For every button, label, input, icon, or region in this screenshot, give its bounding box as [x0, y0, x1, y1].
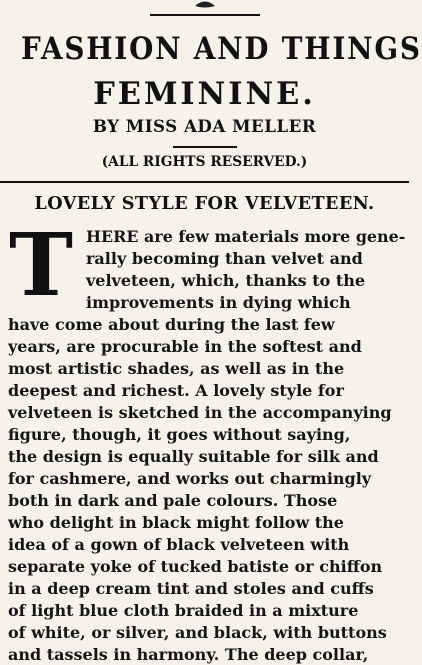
article-line: velveteen, which, thanks to the	[86, 271, 366, 290]
article-line: separate yoke of tucked batiste or chiffon	[8, 557, 383, 576]
article-line: have come about during the last few	[8, 315, 335, 334]
article-line: of white, or silver, and black, with buttons	[8, 623, 387, 642]
article-title-line-2: FEMININE.	[93, 76, 316, 112]
article-line: in a deep cream tint and stoles and cuffs	[8, 579, 374, 598]
section-divider	[0, 181, 409, 183]
article-line: the design is equally suitable for silk and	[8, 447, 379, 466]
drop-cap: T	[9, 215, 73, 316]
article-line: most artistic shades, as well as in the	[8, 359, 345, 378]
article-line: velveteen is sketched in the accompanying	[8, 403, 392, 422]
rights-notice: (ALL RIGHTS RESERVED.)	[101, 154, 308, 170]
article-line: figure, though, it goes without saying,	[8, 425, 351, 444]
article-title-line-1: FASHION AND THINGS	[21, 31, 422, 67]
article-line: and tassels in harmony. The deep collar,	[8, 645, 369, 664]
article-line: deepest and richest. A lovely style for	[8, 381, 344, 400]
article-line: of light blue cloth braided in a mixture	[8, 601, 359, 620]
section-heading: LOVELY STYLE FOR VELVETEEN.	[34, 193, 375, 214]
byline-rule	[173, 146, 237, 148]
header-ornament	[150, 0, 260, 20]
article-line: HERE are few materials more gene-	[86, 227, 406, 246]
article-line: rally becoming than velvet and	[86, 249, 363, 268]
article-line: years, are procurable in the softest and	[8, 337, 362, 356]
article-line: both in dark and pale colours. Those	[8, 491, 338, 510]
article-line: idea of a gown of black velveteen with	[8, 535, 350, 554]
article-line: for cashmere, and works out charmingly	[8, 469, 372, 488]
article-line: improvements in dying which	[86, 293, 351, 312]
byline: BY MISS ADA MELLER	[92, 117, 317, 137]
article-line: who delight in black might follow the	[8, 513, 344, 532]
